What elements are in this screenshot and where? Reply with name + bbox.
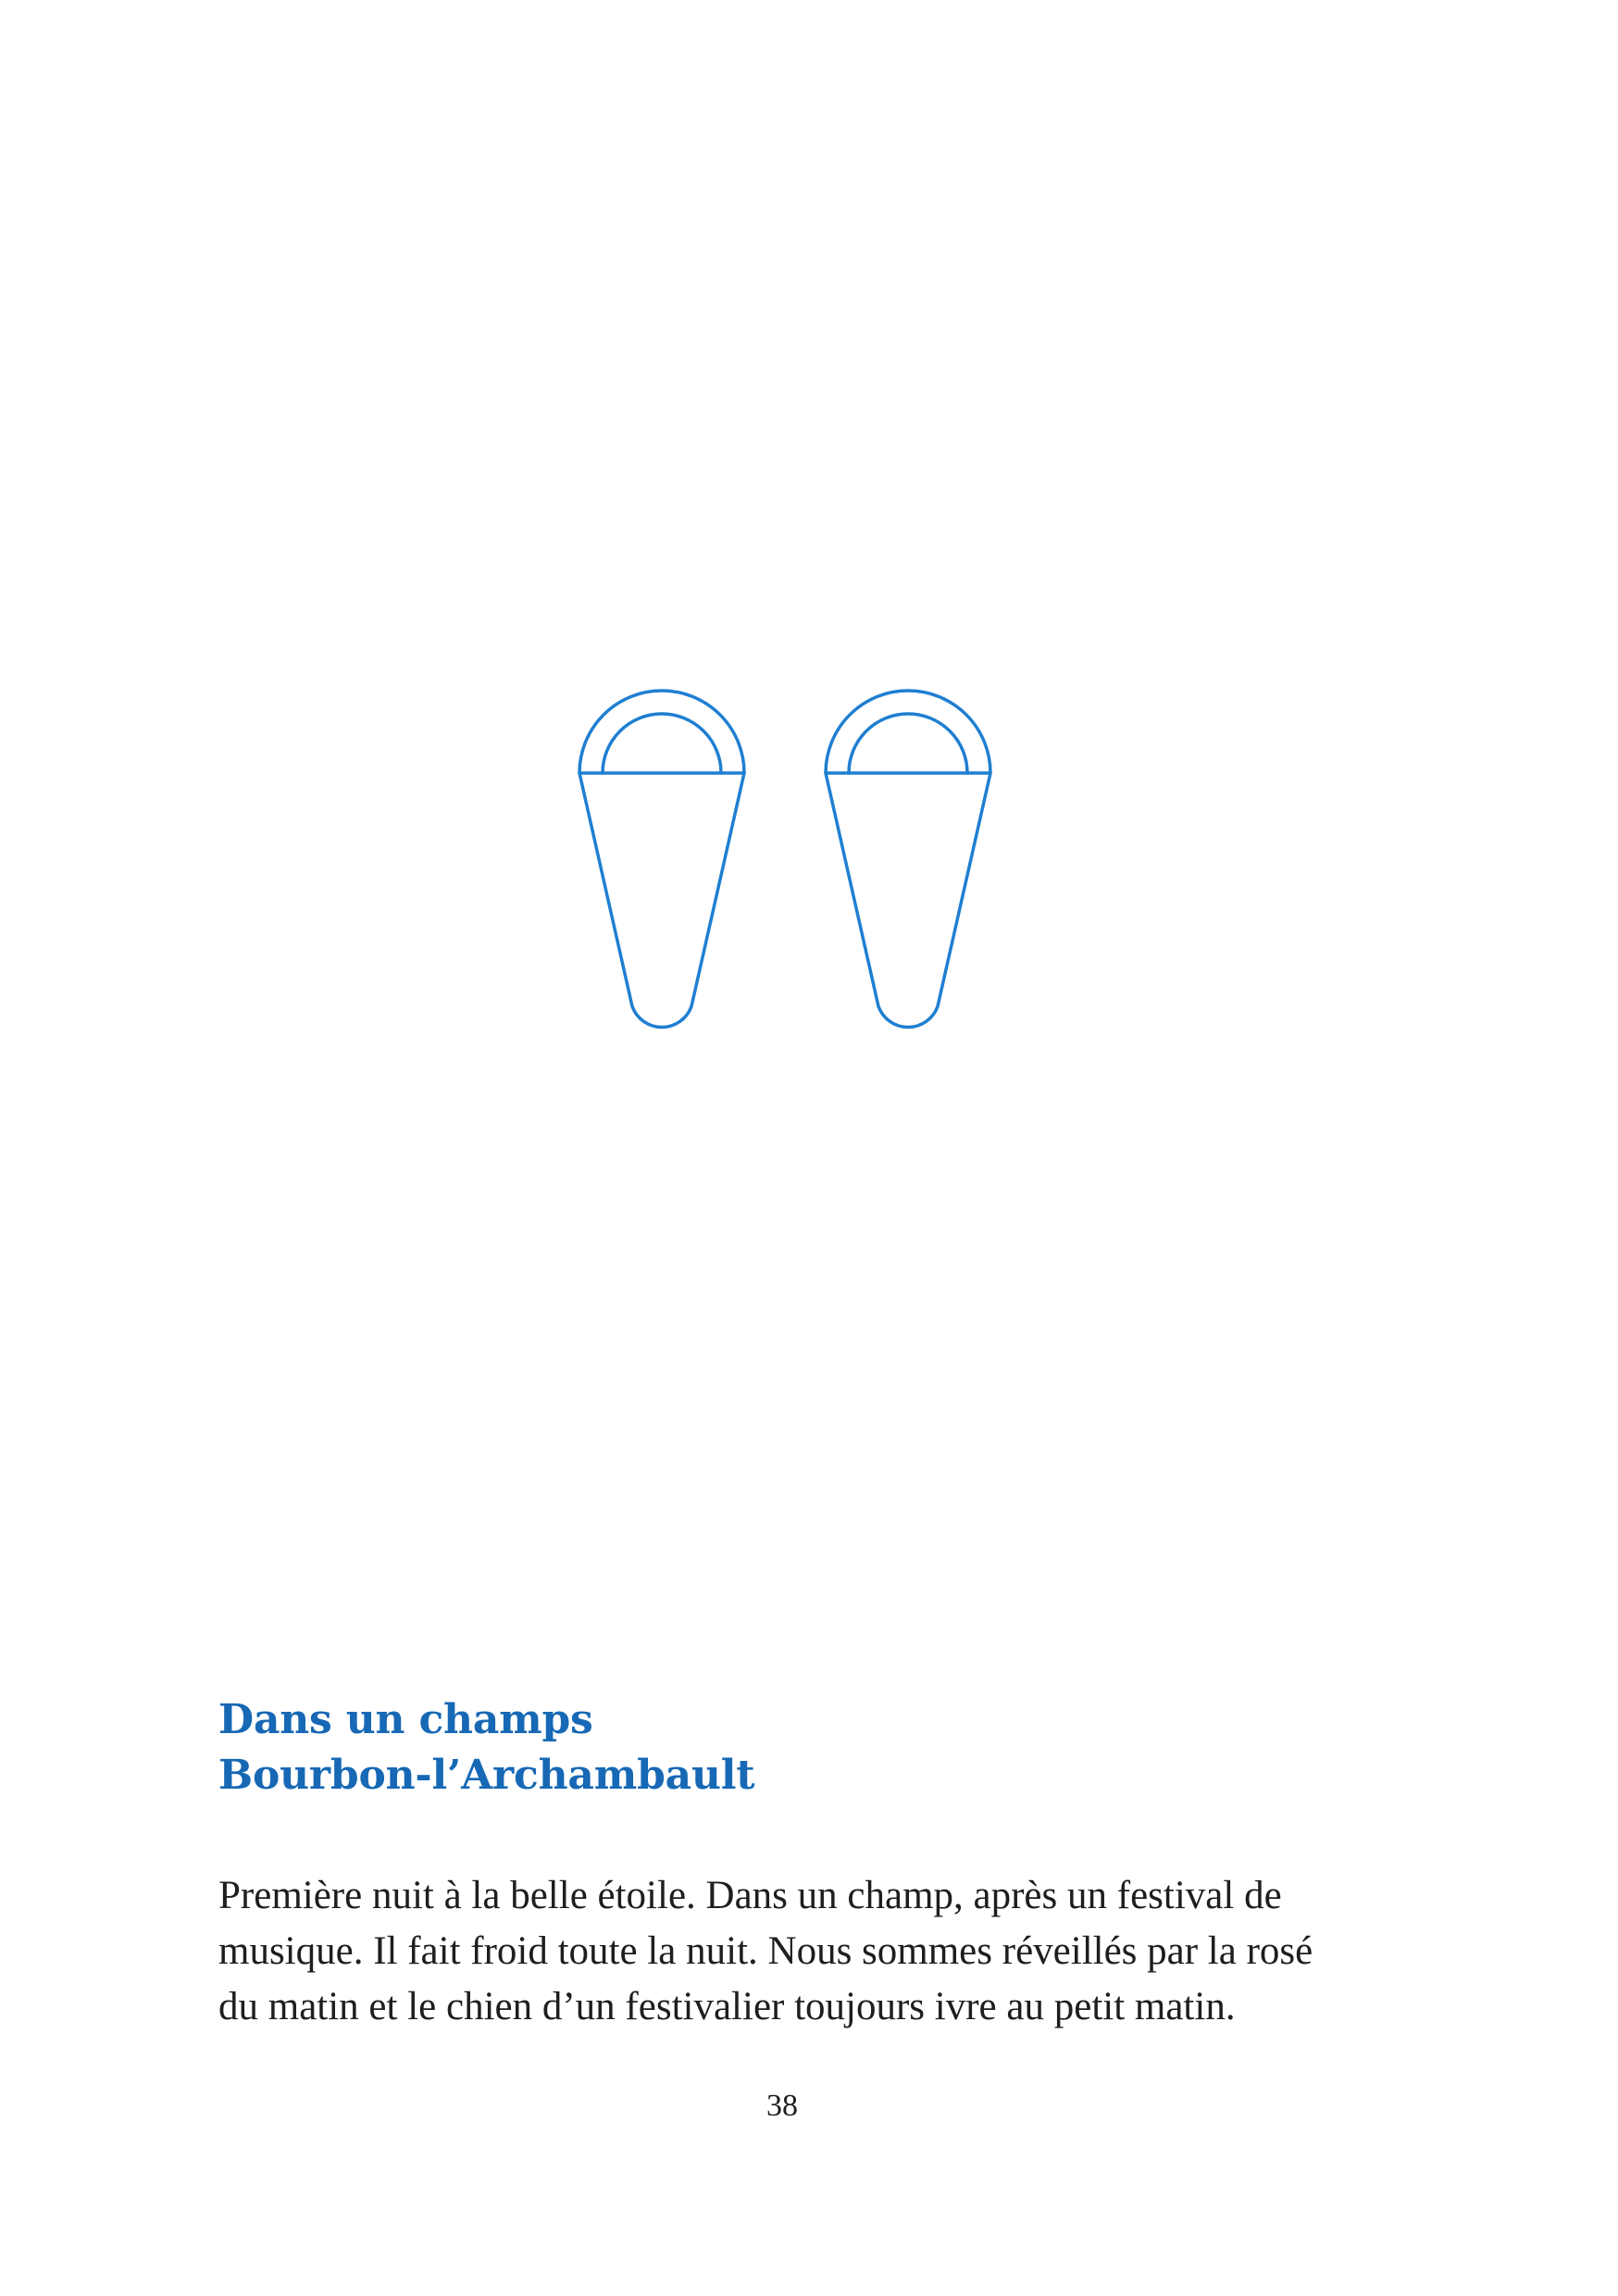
sleeping-bag-left-icon xyxy=(579,691,744,1028)
sleeping-bag-right-icon xyxy=(826,691,990,1028)
heading-title: Dans un champs xyxy=(218,1696,593,1743)
body-line: musique. Il fait froid toute la nuit. Nous sommes réveillés par la rosé xyxy=(218,1929,1313,1973)
heading-place: Bourbon-l’Archambault xyxy=(218,1752,755,1799)
sleeping-bags-icon xyxy=(574,687,1000,1029)
body-line: du matin et le chien d’un festivalier toujours ivre au petit matin. xyxy=(218,1985,1236,2028)
body-line: Première nuit à la belle étoile. Dans un champ, après un festival de xyxy=(218,1874,1282,1917)
page-number: 38 xyxy=(766,2089,798,2123)
section-heading xyxy=(218,1692,754,1803)
sleeping-bags-illustration xyxy=(574,687,1000,1029)
body-paragraph xyxy=(218,1868,1348,2035)
